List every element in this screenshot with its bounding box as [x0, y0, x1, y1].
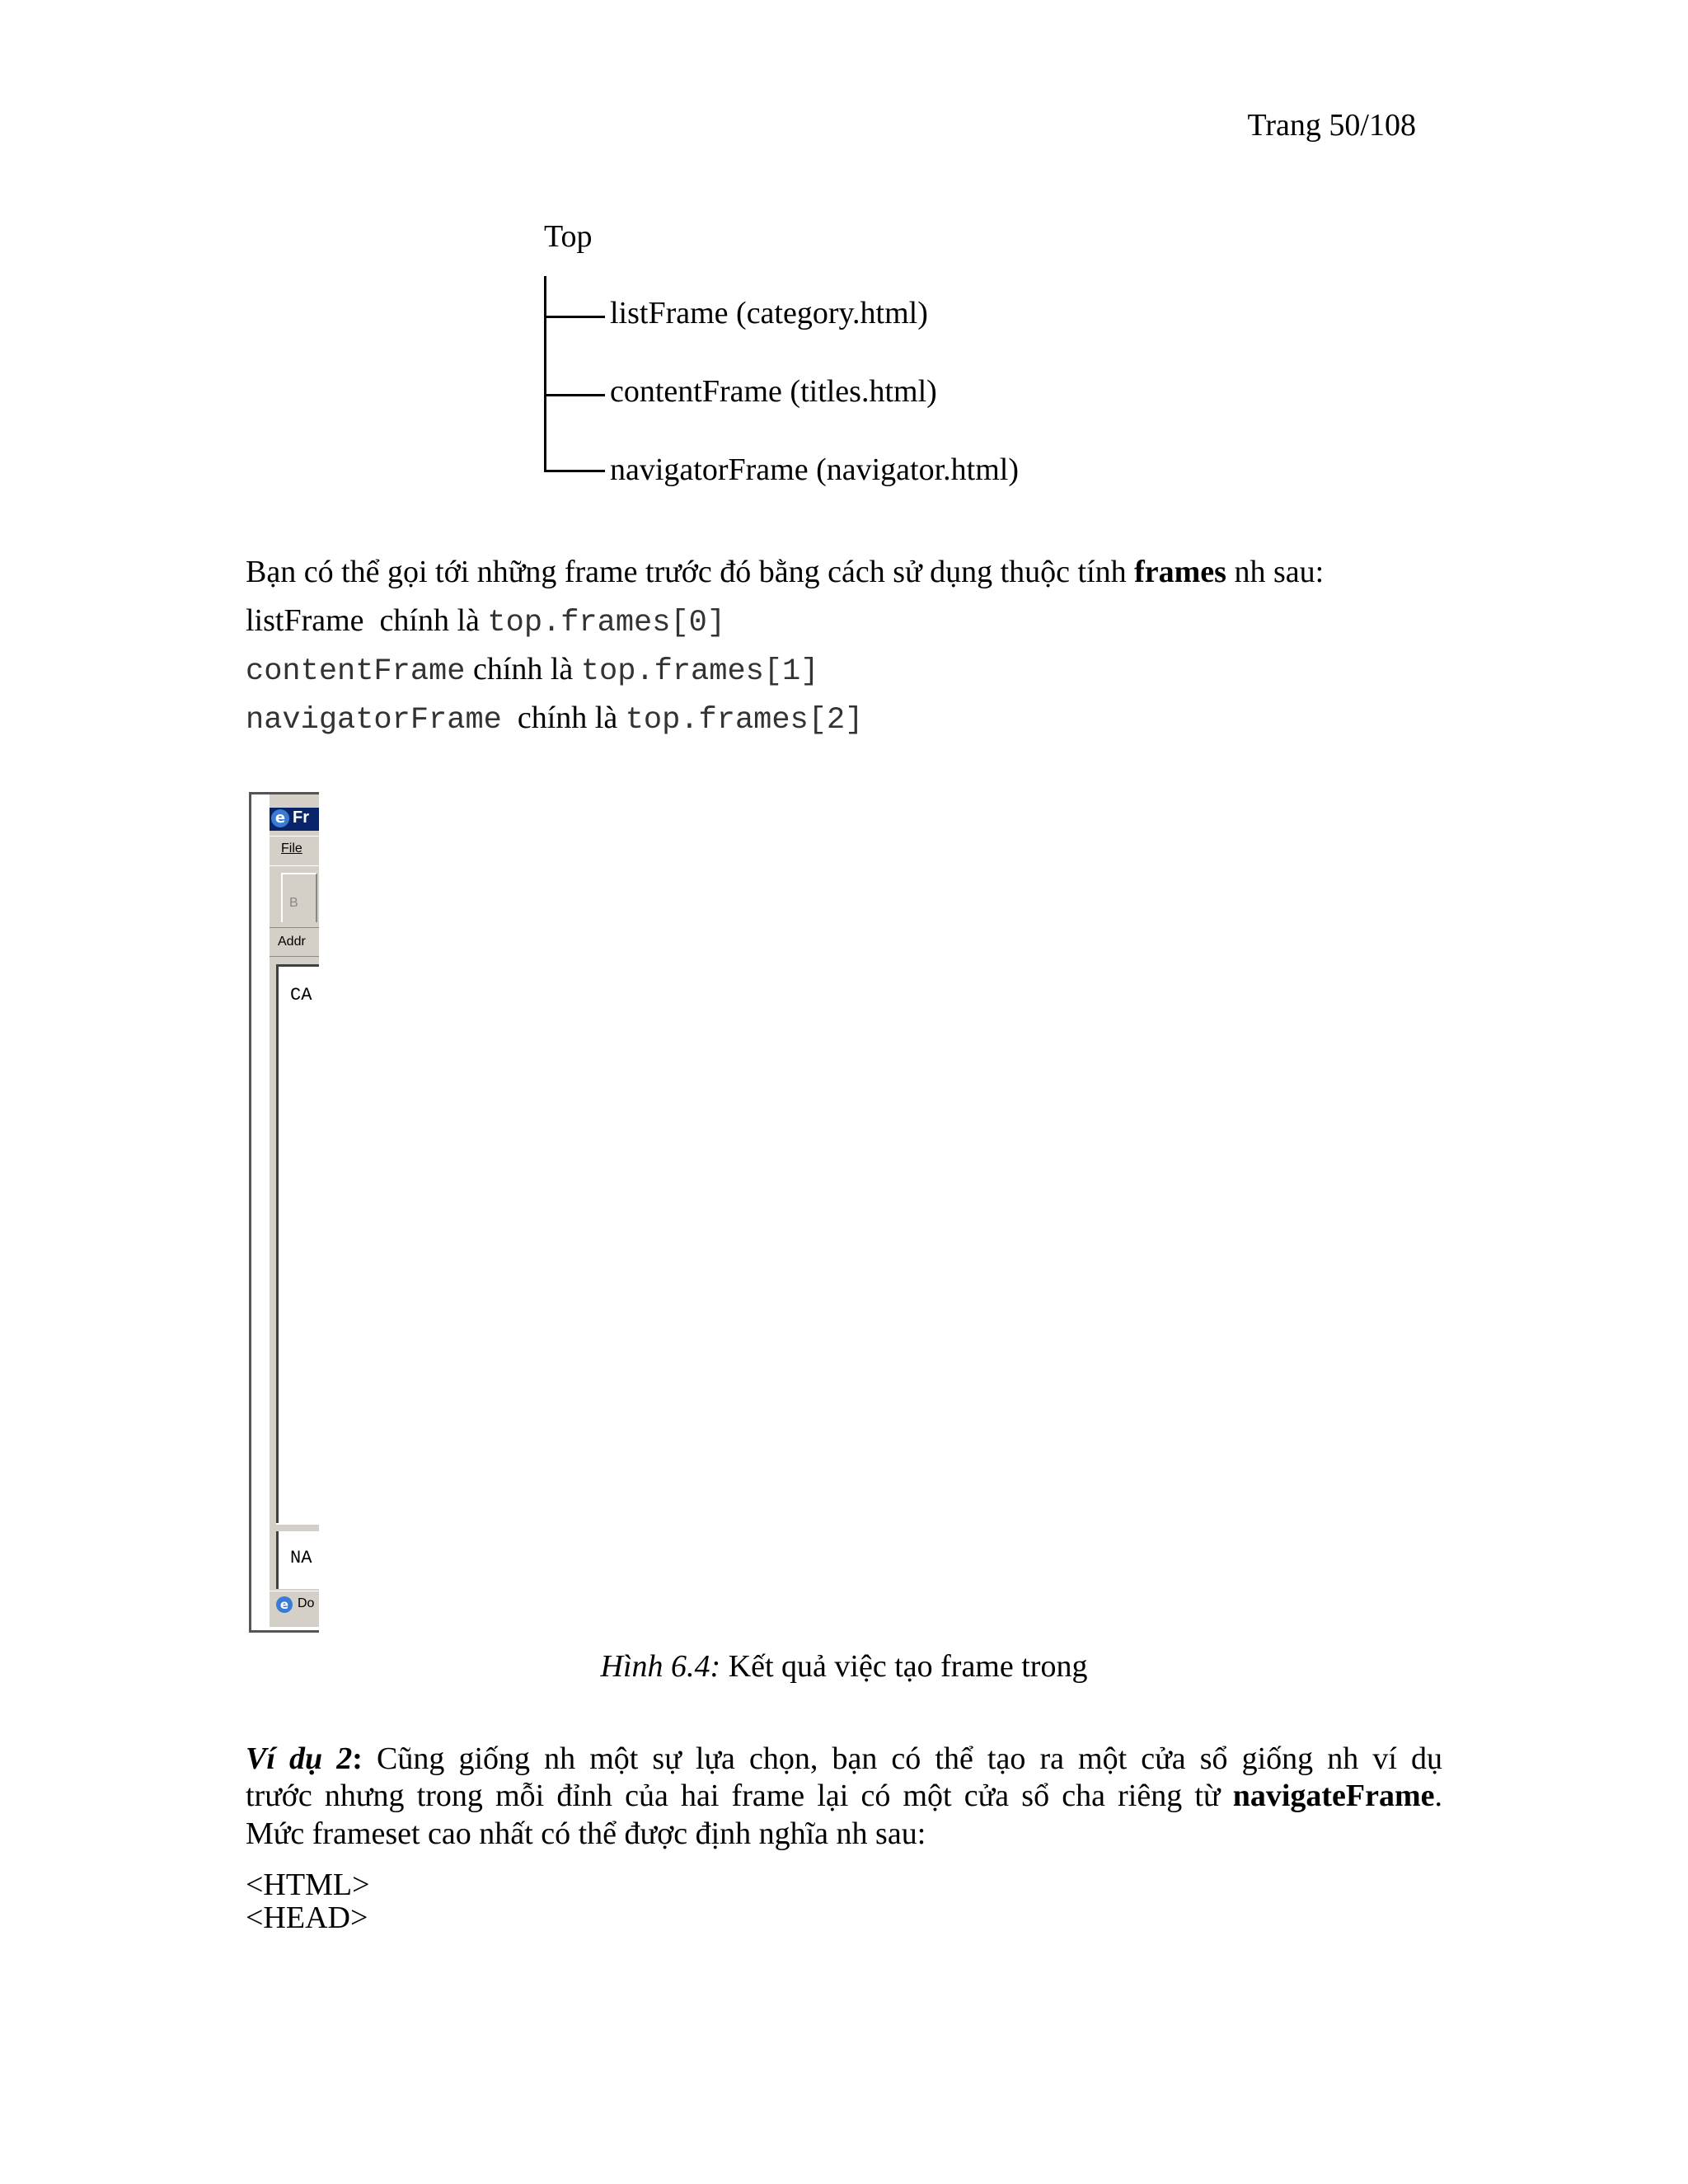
frame-ref-is: chính là	[472, 652, 574, 687]
example-line-3: Mức frameset cao nhất có thể được định nghĩa nh sau:	[246, 1816, 926, 1851]
intro-text-end: nh sau:	[1226, 555, 1325, 589]
status-text: Do	[298, 1596, 315, 1610]
tree-branch-line	[544, 394, 605, 396]
list-frame-text: CA	[290, 985, 312, 1005]
intro-bold-term: frames	[1134, 555, 1226, 589]
title-bar	[270, 808, 319, 831]
example-bold-term: navigateFrame	[1232, 1779, 1435, 1813]
address-label: Addr	[278, 935, 306, 949]
status-bar	[270, 1591, 319, 1619]
back-button[interactable]	[281, 873, 317, 922]
window-title: Fr	[293, 808, 309, 827]
list-frame	[276, 964, 319, 1526]
frame-ref-row	[246, 700, 863, 738]
frame-ref-row	[246, 651, 818, 689]
code-line: <HTML>	[246, 1868, 370, 1902]
menu-bar	[270, 836, 319, 863]
tree-branch-line	[544, 470, 605, 472]
example-text-end: .	[1434, 1779, 1442, 1813]
page-number: Trang 50/108	[1247, 108, 1416, 143]
browser-screenshot	[249, 792, 319, 1633]
intro-text: Bạn có thể gọi tới những frame trước đó bằng cách sử dụng thuộc tính	[246, 555, 1135, 589]
tree-vertical-line	[544, 276, 546, 471]
frame-ref-name: listFrame	[246, 603, 364, 638]
menu-file[interactable]: File	[281, 841, 302, 855]
page-status-icon: e	[276, 1596, 293, 1613]
example-text: trước nhưng trong mỗi đỉnh của hai frame lại có một cửa sổ cha riêng từ	[246, 1779, 1233, 1813]
example-line-1	[246, 1741, 1442, 1777]
figure-caption	[0, 1648, 1688, 1685]
intro-paragraph	[246, 554, 1324, 590]
example-label: Ví dụ 2	[246, 1741, 353, 1776]
tree-child-label: contentFrame (titles.html)	[610, 374, 937, 409]
frame-ref-code: top.frames[2]	[625, 703, 864, 738]
frame-ref-is: chính là	[379, 603, 480, 638]
frame-ref-is: chính là	[517, 701, 618, 735]
navigator-frame	[276, 1531, 319, 1589]
tree-child-label: navigatorFrame (navigator.html)	[610, 452, 1019, 487]
tree-root-label: Top	[544, 219, 593, 254]
figure-caption-text: Kết quả việc tạo frame trong	[720, 1649, 1088, 1684]
example-text: Cũng giống nh một sự lựa chọn, bạn có thể tạo ra một cửa sổ giống nh ví dụ	[377, 1741, 1442, 1776]
address-bar	[270, 930, 319, 957]
frame-ref-code: top.frames[0]	[487, 606, 726, 640]
browser-icon: e	[271, 809, 289, 827]
back-button-label: B	[289, 896, 298, 910]
figure-caption-label: Hình 6.4:	[600, 1649, 721, 1684]
frame-ref-row	[246, 602, 725, 640]
frame-ref-code: top.frames[1]	[580, 654, 819, 689]
frame-ref-name: contentFrame	[246, 654, 466, 689]
tree-branch-line	[544, 316, 605, 318]
frame-ref-name: navigatorFrame	[246, 703, 502, 738]
example-line-2	[246, 1778, 1442, 1814]
navigator-frame-text: NA	[290, 1548, 312, 1568]
toolbar	[270, 865, 319, 928]
tree-child-label: listFrame (category.html)	[610, 296, 928, 330]
code-line: <HEAD>	[246, 1900, 368, 1935]
example-colon: :	[352, 1741, 363, 1776]
